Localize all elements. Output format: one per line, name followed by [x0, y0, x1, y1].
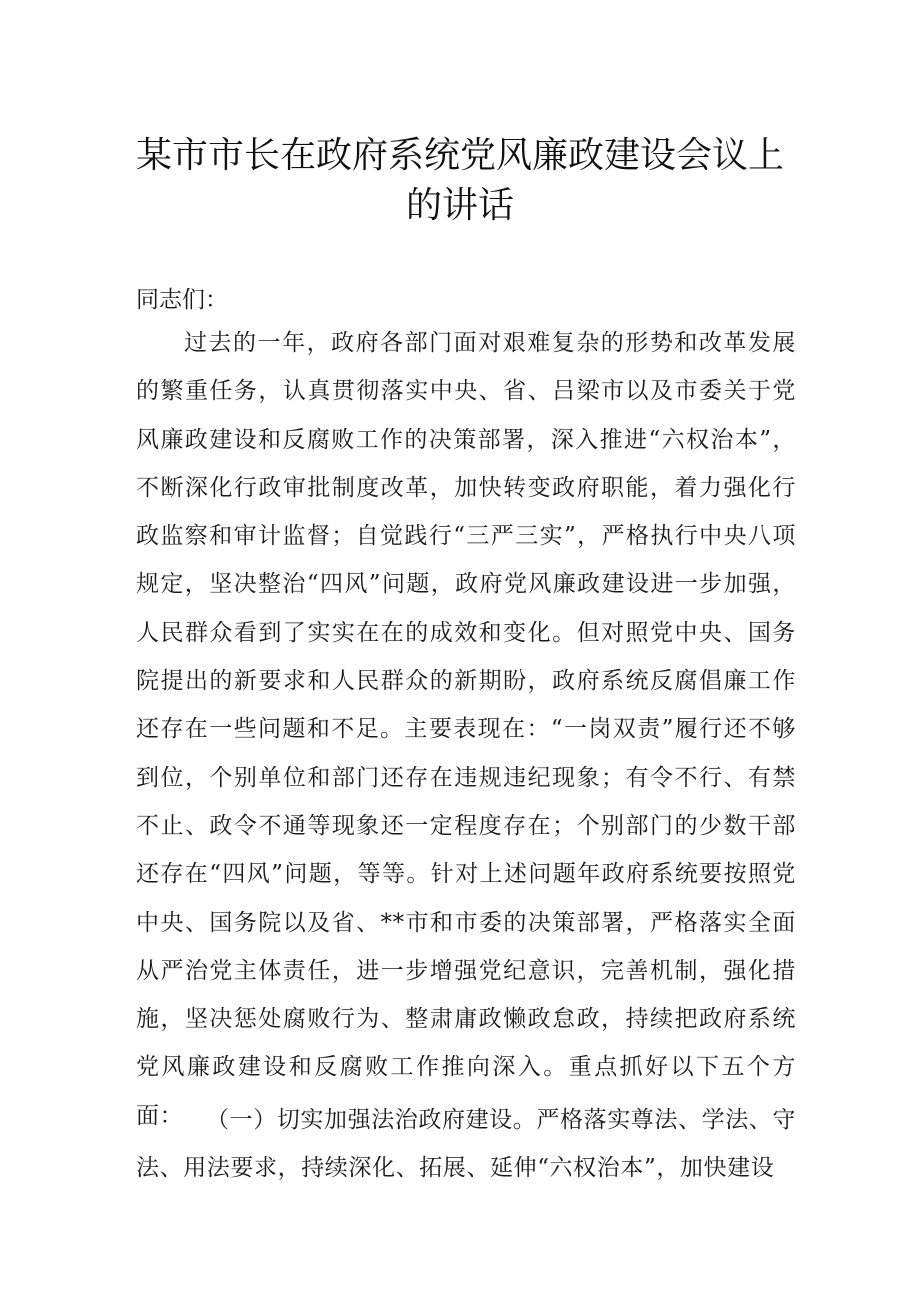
salutation: 同志们：: [136, 287, 228, 313]
paragraph-review: 过去的一年，政府各部门面对艰难复杂的形势和改革发展的繁重任务，认真贯彻落实中央、省、吕梁市以及市委关于党风廉政建设和反腐败工作的决策部署，深入推进“六权治本”，不断深化行政审批制度改革，加快转变政府职能，着力强化行政监察和审计监督；自觉践行“三严三实”，严格执行中央八项规定，坚决整治“四风”问题，政府党风廉政建设进一步加强，人民群众看到了实实在在的成效和变化。但对照党中央、国务院提出的新要求和人民群众的新期盼，政府系统反腐倡廉工作还存在一些问题和不足。主要表现在：“一岗双责”履行还不够到位，个别单位和部门还存在违规违纪现象；有令不行、有禁不止、政令不通等现象还一定程度存在；个别部门的少数干部还存在“四风”问题，等等。针对上述问题年政府系统要按照党中央、国务院以及省、**市和市委的决策部署，严格落实全面从严治党主体责任，进一步增强党纪意识，完善机制，强化措施，坚决惩处腐败行为、整肃庸政懒政怠政，持续把政府系统党风廉政建设和反腐败工作推向深入。重点抓好以下五个方面：: [136, 330, 796, 1129]
document-title-line-1: 某市市长在政府系统党风廉政建设会议上: [135, 135, 784, 176]
paragraph-section-one: （一）切实加强法治政府建设。严格落实尊法、学法、守法、用法要求，持续深化、拓展、延伸“六权治本”，加快建设: [136, 1107, 796, 1182]
document-title-line-2: 的讲话: [405, 185, 514, 226]
